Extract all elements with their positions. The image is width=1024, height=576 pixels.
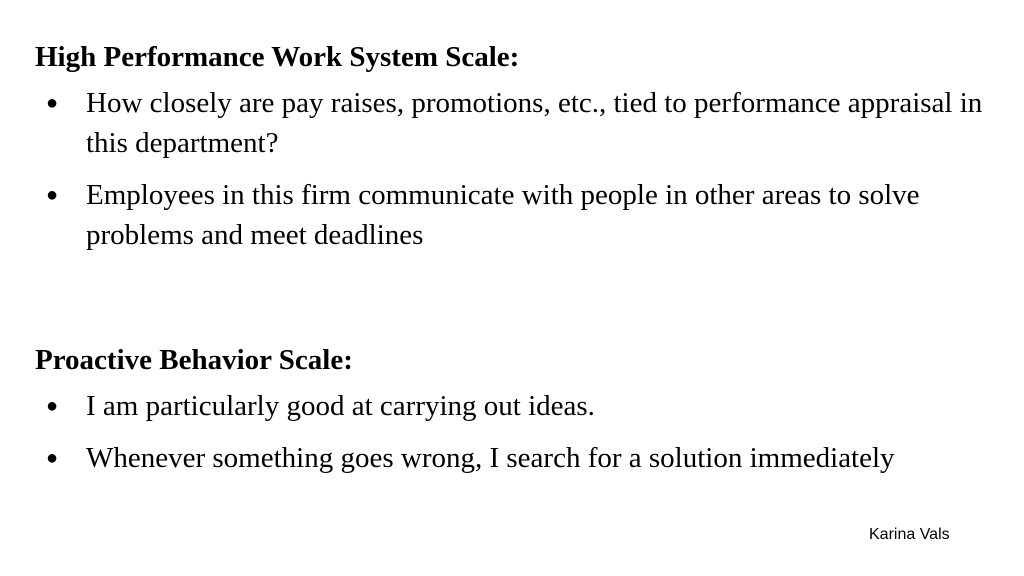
section-heading: High Performance Work System Scale:: [35, 41, 520, 73]
bullet-icon: ●: [46, 184, 59, 206]
list-item-text: Employees in this firm communicate with people in other areas to solve problems and meet deadlines: [86, 179, 920, 251]
list-item-text: I am particularly good at carrying out ideas.: [86, 390, 595, 422]
list-item-text: Whenever something goes wrong, I search for a solution immediately: [86, 442, 895, 474]
bullet-list: [35, 83, 995, 255]
bullet-list: [35, 386, 995, 478]
list-item: [35, 83, 995, 163]
list-item: [35, 438, 995, 478]
list-item: [35, 175, 995, 255]
section-hpws: [35, 37, 995, 255]
footer-author: Karina Vals: [869, 526, 950, 543]
bullet-icon: ●: [46, 395, 59, 417]
bullet-icon: ●: [46, 447, 59, 469]
section-heading: Proactive Behavior Scale:: [35, 344, 353, 376]
list-item-text: How closely are pay raises, promotions, etc., tied to performance appraisal in this department?: [86, 87, 983, 159]
list-item: [35, 386, 995, 426]
section-proactive-behavior: [35, 340, 995, 478]
bullet-icon: ●: [46, 92, 59, 114]
